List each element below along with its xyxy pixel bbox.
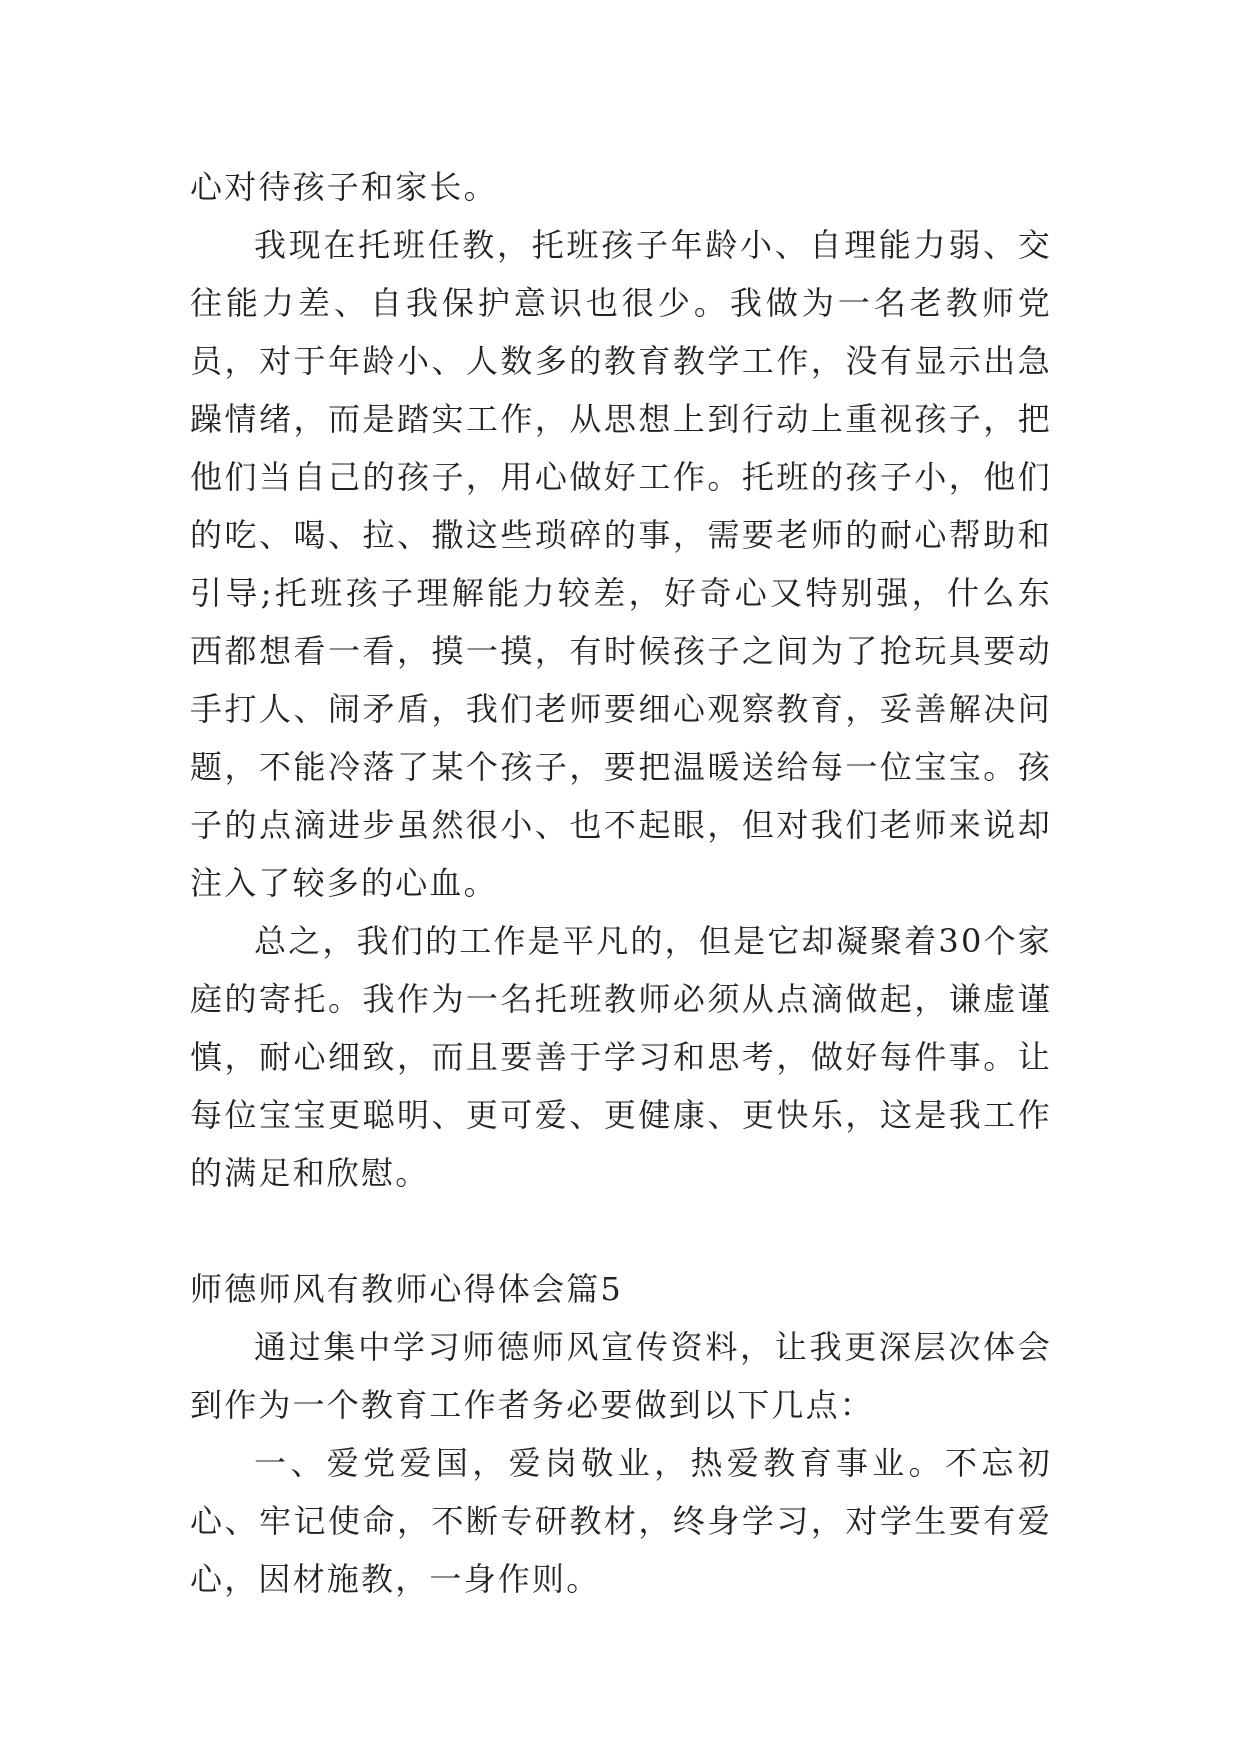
paragraph-toddler-class: 我现在托班任教，托班孩子年龄小、自理能力弱、交往能力差、自我保护意识也很少。我做为一名老教师党员，对于年龄小、人数多的教育教学工作，没有显示出急躁情绪，而是踏实工作，从思想上到行动上重视孩子，把他们当自己的孩子，用心做好工作。托班的孩子小，他们的吃、喝、拉、撒这些琐碎的事，需要老师的耐心帮助和引导;托班孩子理解能力较差，好奇心又特别强，什么东西都想看一看，摸一摸，有时候孩子之间为了抢玩具要动手打人、闹矛盾，我们老师要细心观察教育，妥善解决问题，不能冷落了某个孩子，要把温暖送给每一位宝宝。孩子的点滴进步虽然很小、也不起眼，但对我们老师来说却注入了较多的心血。 [190,226,1052,902]
paragraph-continuation: 心对待孩子和家长。 [190,168,498,206]
paragraph-conclusion: 总之，我们的工作是平凡的，但是它却凝聚着30个家庭的寄托。我作为一名托班教师必须从点滴做起，谦虚谨慎，耐心细致，而且要善于学习和思考，做好每件事。让每位宝宝更聪明、更可爱、更健康、更快乐，这是我工作的满足和欣慰。 [190,922,1052,1192]
document-body [190,158,1052,1608]
section-heading: 师德师风有教师心得体会篇5 [190,1270,623,1308]
paragraph-intro: 通过集中学习师德师风宣传资料，让我更深层次体会到作为一个教育工作者务必要做到以下几点： [190,1328,1052,1424]
paragraph-point-one: 一、爱党爱国，爱岗敬业，热爱教育事业。不忘初心、牢记使命，不断专研教材，终身学习，对学生要有爱心，因材施教，一身作则。 [190,1444,1052,1598]
